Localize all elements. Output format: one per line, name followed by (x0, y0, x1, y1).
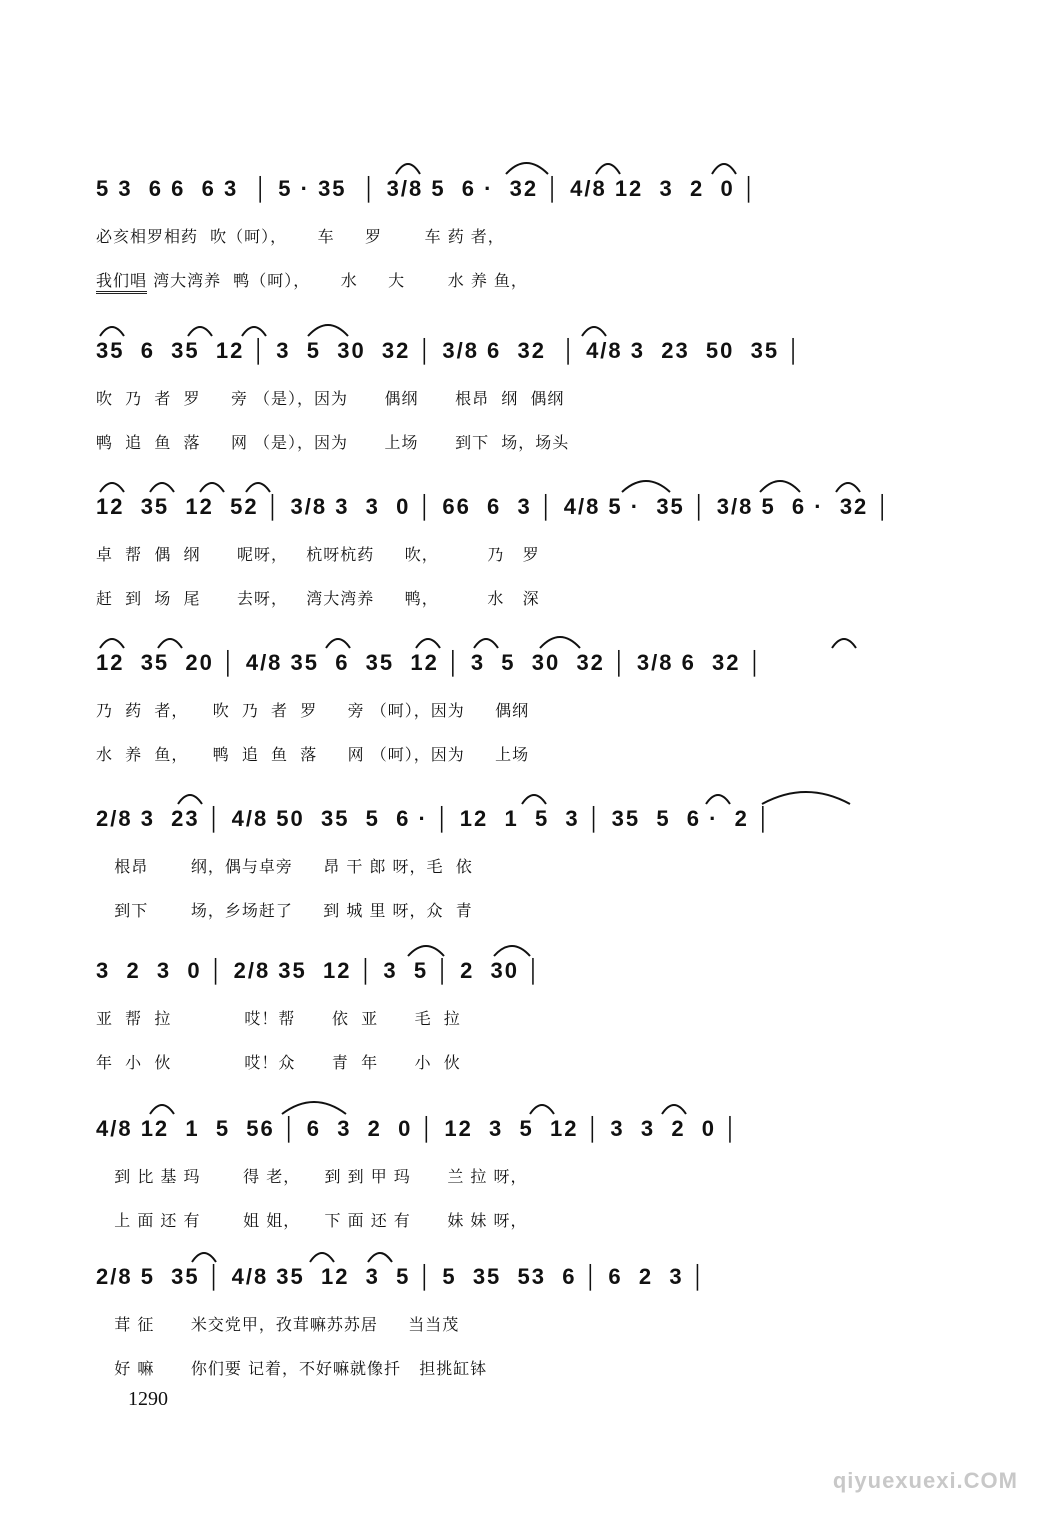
lyric-line-2: 上 面 还 有 姐 姐， 下 面 还 有 妹 妹 呀， (96, 1211, 528, 1230)
notation-line: 2/8 5 35 │ 4/8 35 12 3 5 │ 5 35 53 6 │ 6 2 3 │ (96, 1264, 708, 1289)
lyric-line-2 (96, 268, 896, 291)
lyric-line-1: 到 比 基 玛 得 老， 到 到 甲 玛 兰 拉 呀， (96, 1167, 528, 1186)
score-system-8 (96, 1256, 896, 1406)
slur-marks (96, 150, 896, 176)
lyric-line-1: 根昂 纲，偶与卓旁 昂 干 郎 呀，毛 依 (96, 857, 473, 876)
score-system-2 (96, 330, 896, 480)
slur-marks (96, 780, 896, 806)
lyric-line-1: 吹 乃 者 罗 旁 （是），因为 偶纲 根昂 纲 偶纲 (96, 389, 565, 408)
notation-line: 35 6 35 12 │ 3 5 30 32 │ 3/8 6 32 │ 4/8 3 23 50 35 │ (96, 338, 803, 363)
notation-line: 3 2 3 0 │ 2/8 35 12 │ 3 5 │ 2 30 │ (96, 958, 543, 983)
lyric-line-2-text: 湾大湾养 鸭（呵）， 水 大 水 养 鱼， (153, 271, 528, 290)
lyric-line-1: 卓 帮 偶 纲 呢呀， 杭呀杭药 吹， 乃 罗 (96, 545, 540, 564)
slur-marks (96, 468, 896, 494)
lyric-line-1: 乃 药 者， 吹 乃 者 罗 旁 （呵），因为 偶纲 (96, 701, 530, 720)
slur-marks (96, 624, 896, 650)
lyric-line-1: 茸 征 米交党甲，孜茸嘛苏苏居 当当茂 (96, 1315, 460, 1334)
score-system-7 (96, 1108, 896, 1258)
notation-line: 2/8 3 23 │ 4/8 50 35 5 6 · │ 12 1 5 3 │ 35 5 6 · 2 │ (96, 806, 773, 831)
notation-line: 12 35 12 52 │ 3/8 3 3 0 │ 66 6 3 │ 4/8 5 · 35 │ 3/8 5 6 · 32 │ (96, 494, 893, 519)
singer-label: 我们唱 (96, 271, 147, 294)
slur-marks (96, 1238, 896, 1264)
notation-line: 5 3 6 6 6 3 │ 5 · 35 │ 3/8 5 6 · 32 │ 4/8 12 3 2 0 │ (96, 176, 759, 201)
lyric-line-1: 必亥相罗相药 吹（呵）， 车 罗 车 药 者， (96, 227, 505, 246)
score-system-3 (96, 486, 896, 636)
slur-marks (96, 312, 896, 338)
lyric-line-2: 年 小 伙 哎！众 青 年 小 伙 (96, 1053, 461, 1072)
slur-marks (96, 932, 896, 958)
notation-line: 4/8 12 1 5 56 │ 6 3 2 0 │ 12 3 5 12 │ 3 3 2 0 │ (96, 1116, 740, 1141)
lyric-line-2: 水 养 鱼， 鸭 追 鱼 落 网 （呵），因为 上场 (96, 745, 530, 764)
score-system-6 (96, 950, 896, 1100)
lyric-line-1: 亚 帮 拉 哎！帮 依 亚 毛 拉 (96, 1009, 461, 1028)
score-system-4 (96, 642, 896, 792)
score-system-1 (96, 168, 896, 318)
lyric-line-2: 好 嘛 你们要 记着，不好嘛就像扦 担挑缸钵 (96, 1359, 488, 1378)
slur-marks (96, 1090, 896, 1116)
notation-line: 12 35 20 │ 4/8 35 6 35 12 │ 3 5 30 32 │ 3/8 6 32 │ (96, 650, 765, 675)
page-number: 1290 (128, 1388, 168, 1410)
lyric-line-2: 鸭 追 鱼 落 网 （是），因为 上场 到下 场，场头 (96, 433, 570, 452)
score-system-5 (96, 798, 896, 948)
watermark: qiyuexuexi.COM (832, 1468, 1018, 1493)
lyric-line-2: 赶 到 场 尾 去呀， 湾大湾养 鸭， 水 深 (96, 589, 540, 608)
lyric-line-2: 到下 场，乡场赶了 到 城 里 呀，众 青 (96, 901, 473, 920)
